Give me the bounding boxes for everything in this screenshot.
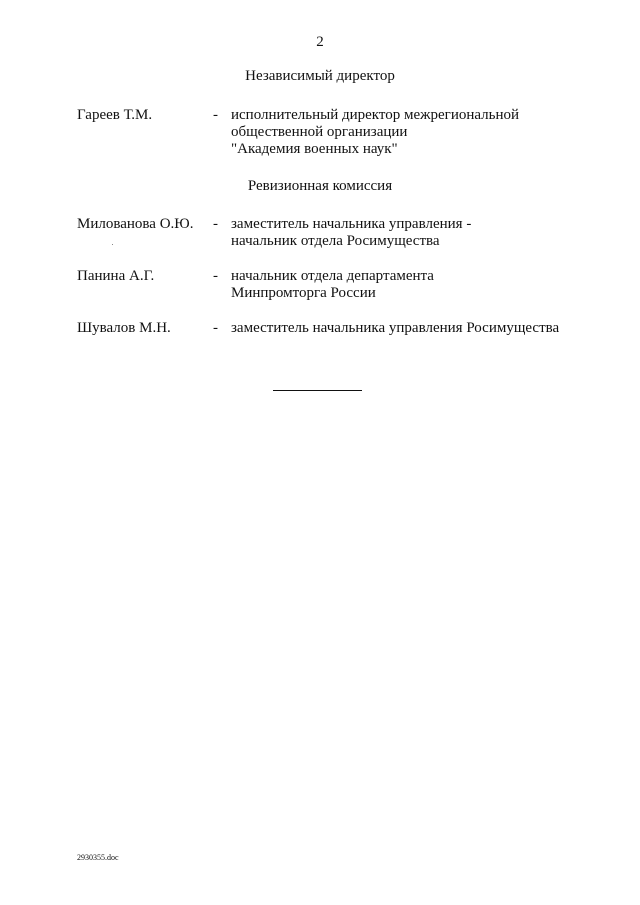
member-name: Милованова О.Ю. [77, 216, 194, 232]
section-title-audit-commission: Ревизионная комиссия [247, 178, 393, 194]
member-name: Гареев Т.М. [77, 107, 153, 123]
position-line: начальник отдела Росимущества [231, 233, 440, 249]
member-position [231, 320, 591, 337]
scan-speck [112, 244, 113, 245]
position-line: "Академия военных наук" [231, 141, 398, 157]
section-title-independent-director: Независимый директор [245, 68, 395, 84]
separator-dash: - [213, 216, 218, 232]
member-position [231, 107, 591, 158]
member-position [231, 268, 591, 302]
member-position [231, 216, 591, 250]
member-name: Панина А.Г. [77, 268, 155, 284]
page-number: 2 [316, 34, 324, 50]
position-line: заместитель начальника управления - [231, 216, 472, 232]
end-rule-divider [273, 390, 362, 391]
position-line: общественной организации [231, 124, 408, 140]
member-name: Шувалов М.Н. [77, 320, 171, 336]
position-line: исполнительный директор межрегиональной [231, 107, 520, 123]
separator-dash: - [213, 107, 218, 123]
position-line: заместитель начальника управления Росимущества [231, 320, 560, 336]
position-line: начальник отдела департамента [231, 268, 434, 284]
separator-dash: - [213, 320, 218, 336]
position-line: Минпромторга России [231, 285, 376, 301]
footer-doc-code: 2930355.doc [77, 853, 119, 862]
separator-dash: - [213, 268, 218, 284]
